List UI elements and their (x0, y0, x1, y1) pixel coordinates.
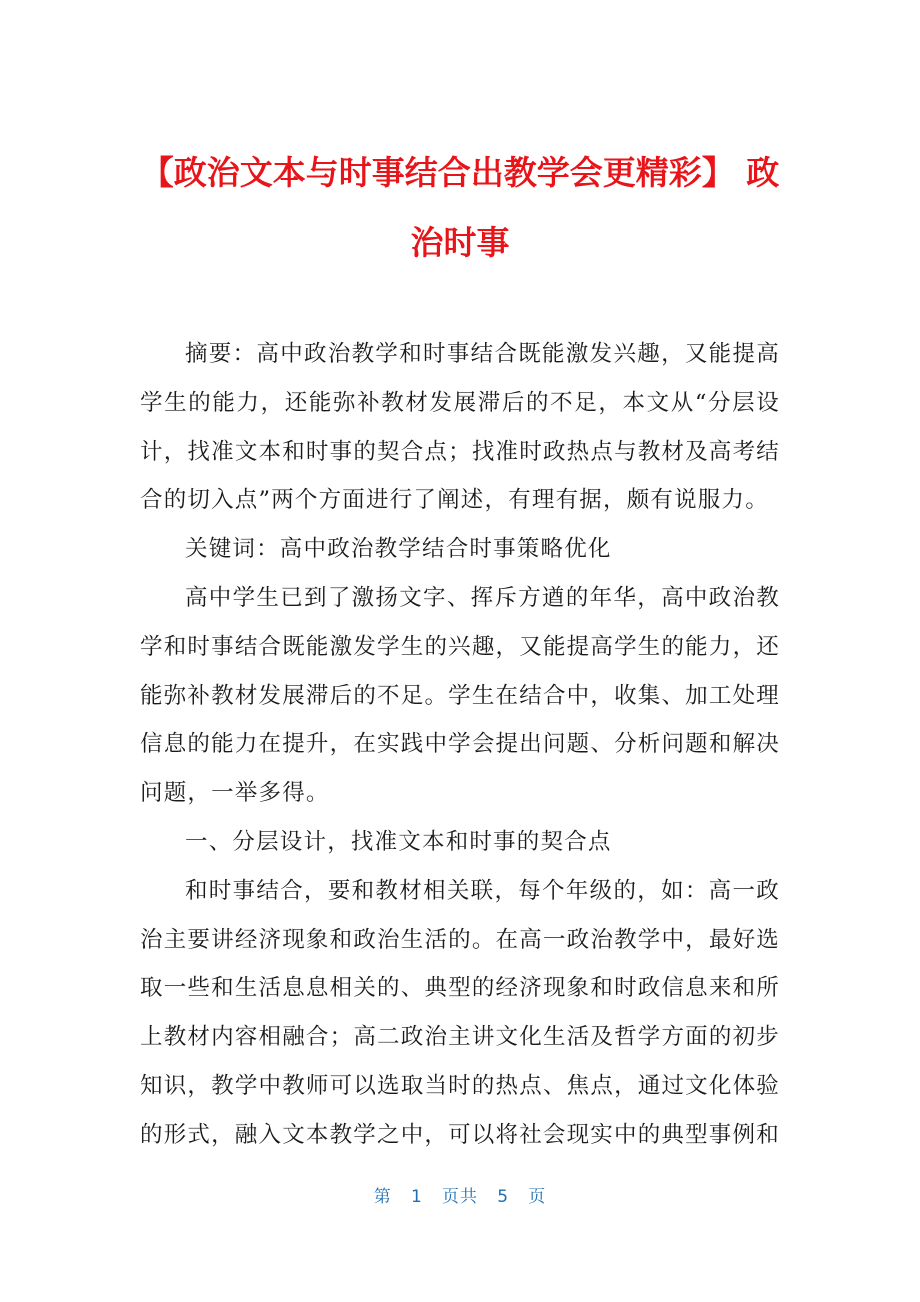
footer-suffix: 页 (528, 1187, 547, 1207)
footer-middle: 页共 (442, 1187, 478, 1207)
title-line-2: 治时事 (410, 223, 510, 262)
body-paragraph: 和时事结合，要和教材相关联，每个年级的，如：高一政治主要讲经济现象和政治生活的。在高一政治教学中，最好选取一些和生活息息相关的、典型的经济现象和时政信息来和所上教材内容相融合；高二政治主讲文化生活及哲学方面的初步知识，教学中教师可以选取当时的热点、焦点，通过文化体验的形式，融入文本教学之中，可以将社会现实中的典型事例和 (140, 877, 780, 1148)
title-line-1: 【政治文本与时事结合出教学会更精彩】 政 (140, 153, 780, 192)
body-paragraph: 高中学生已到了激扬文字、挥斥方遒的年华，高中政治教学和时事结合既能激发学生的兴趣，又能提高学生的能力，还能弥补教材发展滞后的不足。学生在结合中，收集、加工处理信息的能力在提升，在实践中学会提出问题、分析问题和解决问题，一举多得。 (140, 584, 780, 807)
document-title (110, 138, 810, 278)
page-footer (0, 1182, 920, 1207)
current-page-number: 1 (410, 1187, 423, 1207)
section-heading: 一、分层设计，找准文本和时事的契合点 (185, 828, 612, 855)
total-pages-number: 5 (497, 1187, 510, 1207)
footer-prefix: 第 (373, 1187, 392, 1207)
document-body (140, 330, 780, 1160)
keywords-paragraph: 关键词：高中政治教学结合时事策略优化 (185, 536, 612, 563)
abstract-paragraph: 摘要：高中政治教学和时事结合既能激发兴趣，又能提高学生的能力，还能弥补教材发展滞后的不足，本文从“分层设计，找准文本和时事的契合点；找准时政热点与教材及高考结合的切入点”两个方面进行了阐述，有理有据，颇有说服力。 (140, 341, 780, 514)
